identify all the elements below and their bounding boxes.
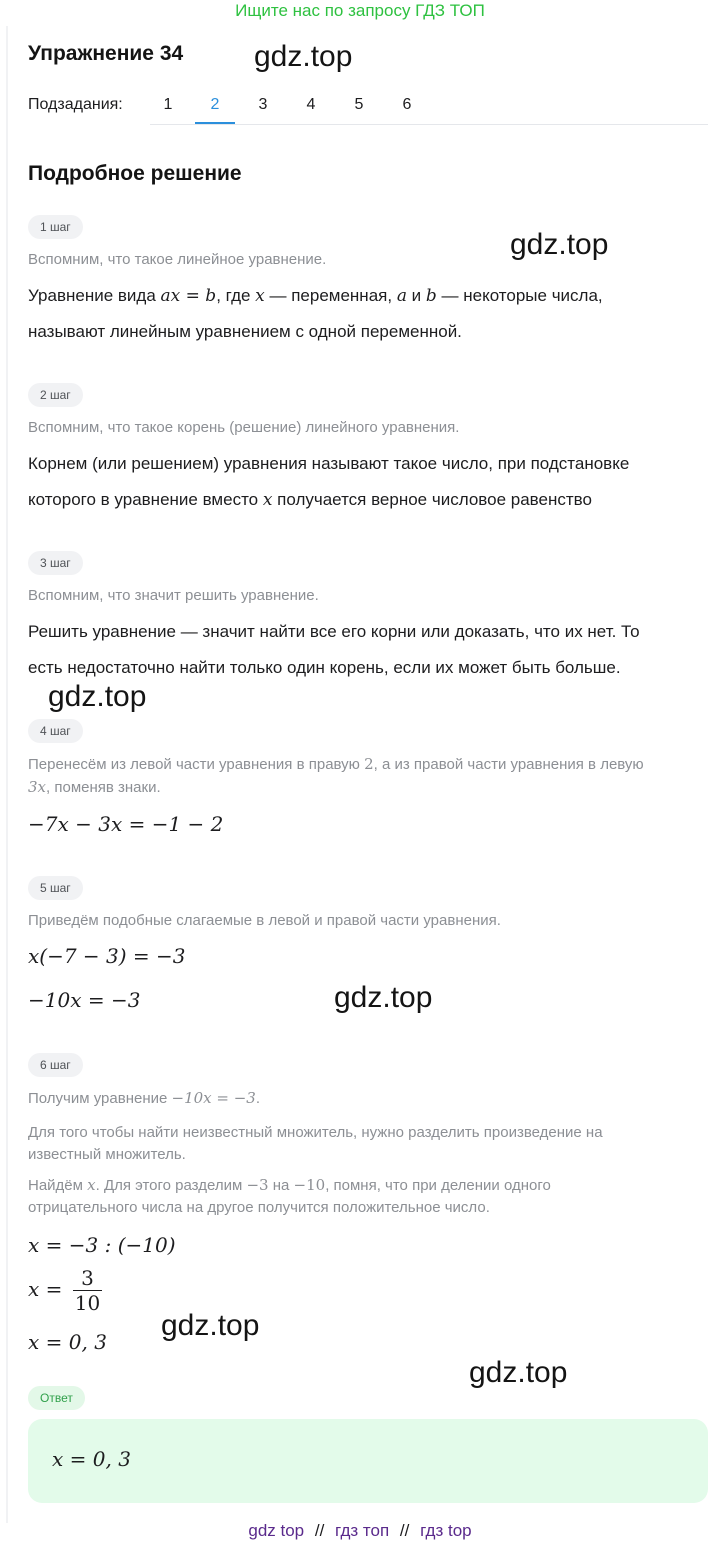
subtask-tab-1[interactable]: 1 <box>163 96 173 113</box>
math-inline: x = <box>28 1277 63 1301</box>
watermark: gdz.top <box>254 40 353 73</box>
math-inline: b <box>425 286 437 306</box>
math-inline: 3x <box>28 778 47 796</box>
solution-heading: Подробное решение <box>28 162 242 185</box>
equation: x = −3 : (−10) <box>28 1233 176 1257</box>
subtask-tab-3[interactable]: 3 <box>258 96 268 113</box>
answer-badge: Ответ <box>28 1386 85 1410</box>
answer-box <box>28 1419 708 1503</box>
text-fragment: на <box>268 1177 294 1194</box>
subtask-tab-5[interactable]: 5 <box>354 96 364 113</box>
text-fragment: — некоторые числа, <box>436 286 603 305</box>
equation: −10x = −3 <box>28 988 141 1012</box>
text-fragment: . Для этого разделим <box>95 1177 247 1194</box>
fraction-numerator: 3 <box>81 1266 94 1290</box>
step-text: есть недостаточно найти только один корень, если их может быть больше. <box>28 658 621 677</box>
answer-value: x = 0, 3 <box>52 1447 131 1471</box>
text-fragment: . <box>255 1090 261 1107</box>
footer-link[interactable]: гдз топ <box>335 1521 390 1540</box>
text-fragment: Перенесём из левой части уравнения в правую <box>28 756 365 773</box>
math-inline: −3 <box>246 1176 269 1194</box>
step-badge: 1 шаг <box>28 215 83 239</box>
step-text: Решить уравнение — значит найти все его корни или доказать, что их нет. То <box>28 622 640 641</box>
equation: x(−7 − 3) = −3 <box>28 944 186 968</box>
math-inline: a <box>396 286 407 306</box>
math-inline: x <box>255 286 265 306</box>
step-hint: Вспомним, что такое линейное уравнение. <box>28 251 327 268</box>
text-fragment: , а из правой части уравнения в левую <box>373 756 644 773</box>
step-hint <box>28 1173 708 1198</box>
step-hint: Вспомним, что значит решить уравнение. <box>28 587 319 604</box>
step-hint <box>28 752 708 777</box>
math-inline: ax = b <box>160 286 217 306</box>
footer-separator: // <box>399 1521 410 1540</box>
exercise-title: Упражнение 34 <box>28 42 184 65</box>
text-fragment: получается верное числовое равенство <box>272 490 592 509</box>
math-inline: x <box>262 490 273 510</box>
text-fragment: Найдём <box>28 1177 88 1194</box>
step-badge: 3 шаг <box>28 551 83 575</box>
footer-link[interactable]: гдз top <box>420 1521 472 1540</box>
subtask-tab-4[interactable]: 4 <box>306 96 316 113</box>
equation-fraction <box>28 1266 102 1315</box>
step-badge: 5 шаг <box>28 876 83 900</box>
step-text: Корнем (или решением) уравнения называют такое число, при подстановке <box>28 454 630 473</box>
step-hint <box>28 775 708 800</box>
fraction-denominator: 10 <box>74 1291 101 1315</box>
watermark: gdz.top <box>469 1356 568 1389</box>
text-fragment: которого в уравнение вместо <box>28 490 263 509</box>
math-inline: −10x = −3 <box>171 1089 256 1107</box>
text-fragment: , поменяв знаки. <box>46 779 161 796</box>
watermark: gdz.top <box>510 228 609 261</box>
step-hint: известный множитель. <box>28 1146 186 1163</box>
text-fragment: и <box>406 286 426 305</box>
footer-links <box>0 1521 720 1541</box>
fraction <box>73 1266 102 1315</box>
watermark: gdz.top <box>161 1309 260 1342</box>
footer-link[interactable]: gdz top <box>248 1521 305 1540</box>
footer-separator: // <box>314 1521 325 1540</box>
math-inline: −10 <box>293 1176 326 1194</box>
step-hint: Вспомним, что такое корень (решение) линейного уравнения. <box>28 419 460 436</box>
step-text <box>28 482 708 518</box>
step-text: называют линейным уравнением с одной переменной. <box>28 322 462 341</box>
step-hint: Приведём подобные слагаемые в левой и правой части уравнения. <box>28 912 501 929</box>
subtasks-nav <box>28 95 708 127</box>
step-text <box>28 278 708 314</box>
watermark: gdz.top <box>48 680 147 713</box>
step-badge: 6 шаг <box>28 1053 83 1077</box>
step-hint <box>28 1086 708 1111</box>
step-hint: Для того чтобы найти неизвестный множитель, нужно разделить произведение на <box>28 1124 603 1141</box>
step-badge: 2 шаг <box>28 383 83 407</box>
text-fragment: , где <box>216 286 256 305</box>
subtask-tab-6[interactable]: 6 <box>402 96 412 113</box>
math-inline: 2 <box>364 755 374 773</box>
step-badge: 4 шаг <box>28 719 83 743</box>
subtasks-label: Подзадания: <box>28 96 123 113</box>
text-fragment: — переменная, <box>264 286 397 305</box>
watermark: gdz.top <box>334 981 433 1014</box>
equation: −7x − 3x = −1 − 2 <box>28 812 224 836</box>
search-banner: Ищите нас по запросу ГДЗ ТОП <box>235 1 485 20</box>
math-inline: x <box>87 1176 96 1194</box>
equation: x = 0, 3 <box>28 1330 107 1354</box>
subtask-tab-2[interactable]: 2 <box>195 95 235 125</box>
text-fragment: , помня, что при делении одного <box>325 1177 551 1194</box>
step-hint: отрицательного числа на другое получится положительное число. <box>28 1199 490 1216</box>
text-fragment: Получим уравнение <box>28 1090 172 1107</box>
card-edge <box>6 26 8 1523</box>
text-fragment: Уравнение вида <box>28 286 161 305</box>
